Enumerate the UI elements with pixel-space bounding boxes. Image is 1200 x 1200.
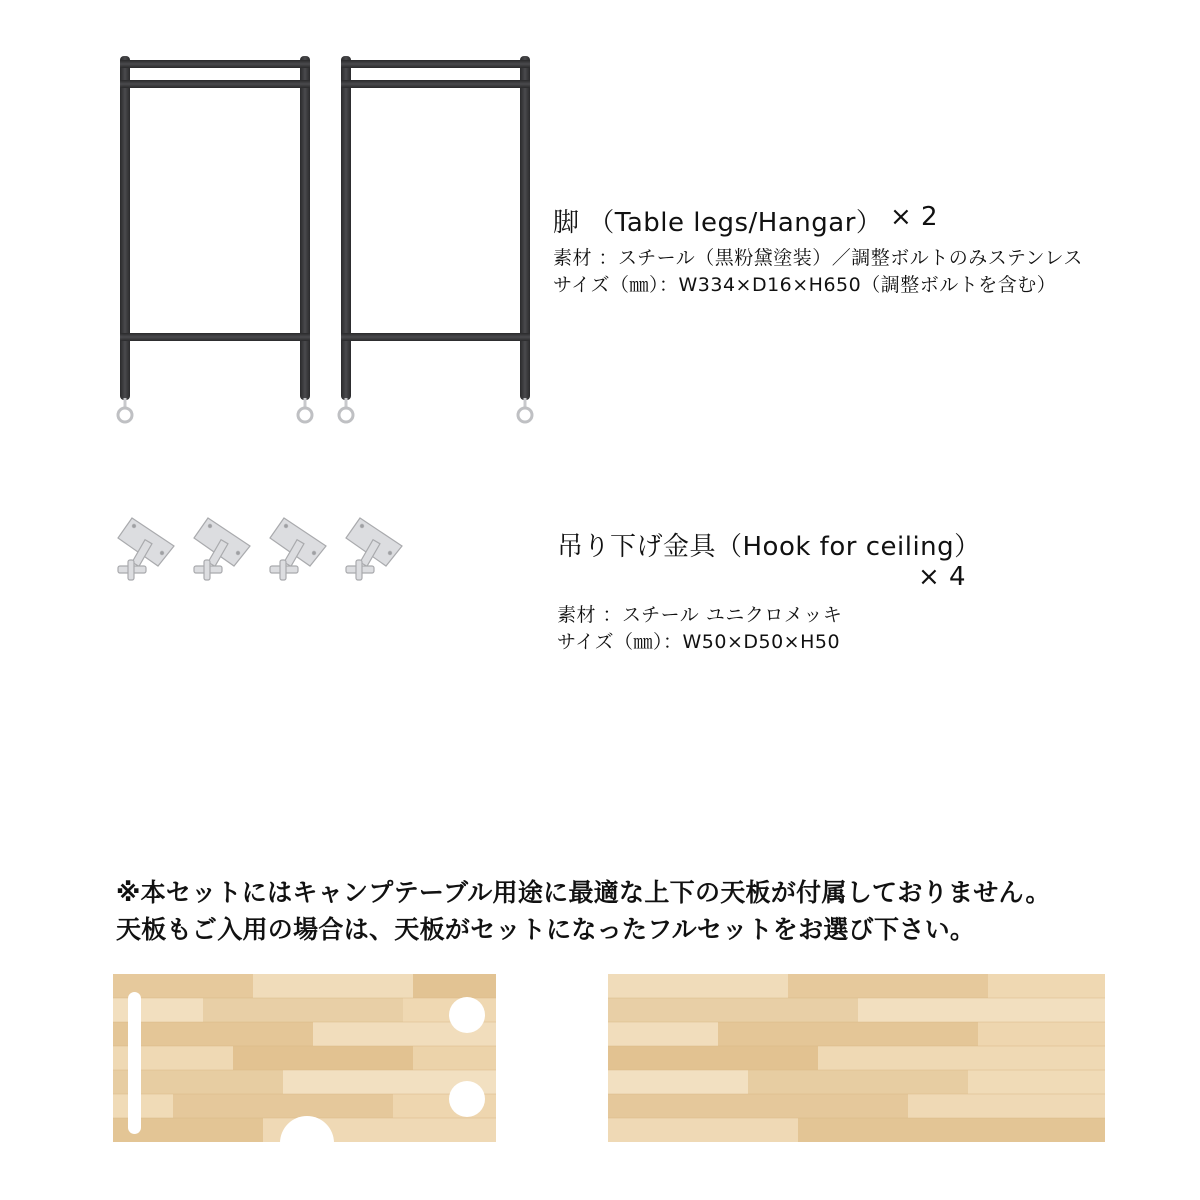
hooks-quantity: × 4: [918, 562, 967, 592]
legs-title: 脚 （Table legs/Hangar）: [553, 208, 883, 238]
notice-line-2: 天板もご入用の場合は、天板がセットになったフルセットをお選び下さい。: [116, 915, 976, 944]
legs-quantity: × 2: [890, 202, 939, 232]
hooks-size: サイズ（㎜）：W50×D50×H50: [557, 631, 841, 653]
hooks-title: 吊り下げ金具（Hook for ceiling）: [557, 532, 981, 562]
legs-material: 素材 ：スチール（黒粉黛塗装）／調整ボルトのみステンレス: [553, 247, 1083, 269]
notice-line-1: ※本セットにはキャンプテーブル用途に最適な上下の天板が付属しておりません。: [116, 878, 1051, 907]
hooks-material: 素材 ：スチール ユニクロメッキ: [557, 604, 843, 626]
legs-size: サイズ（㎜）：W334×D16×H650（調整ボルトを含む）: [553, 274, 1057, 296]
